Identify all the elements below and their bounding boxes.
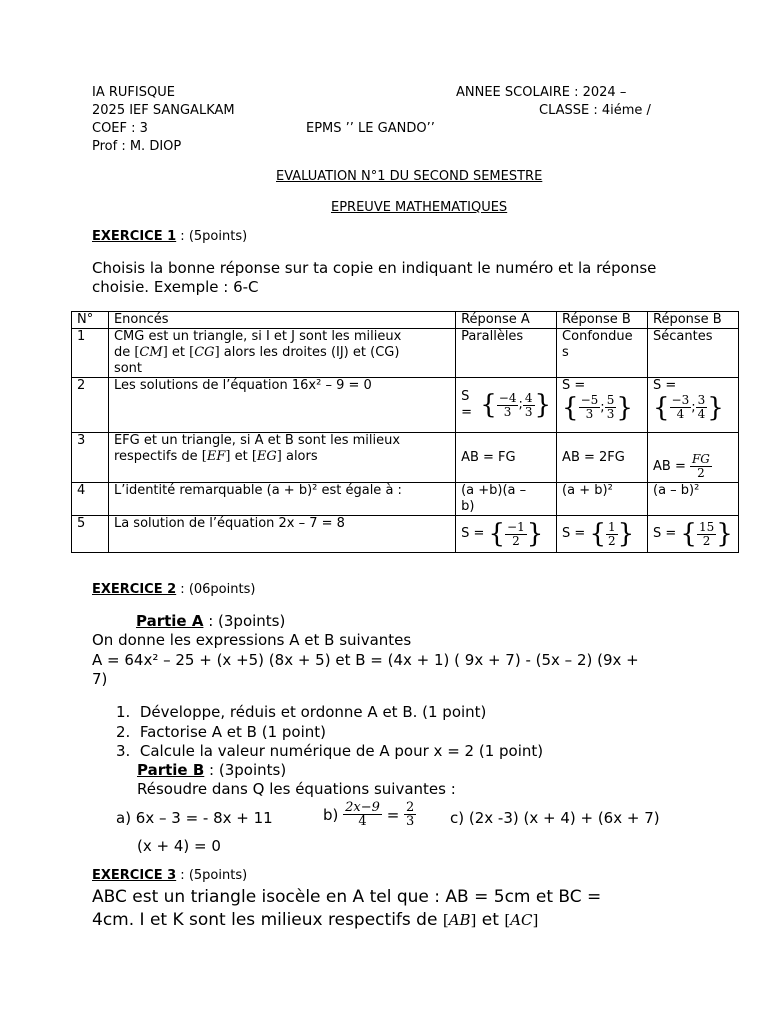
answer-b: S = { $\frac{-5}{3}$ ; $\frac{5}{3}$ } [557,378,648,433]
ex2-intro: On donne les expressions A et B suivantes [92,631,412,649]
header-annee: ANNEE SCOLAIRE : 2024 – [456,85,627,100]
header-cell: Enoncés [108,312,455,329]
header-ia: IA RUFISQUE [92,85,175,100]
partA-heading: Partie A : (3points) [136,612,286,630]
table-row [72,329,739,378]
row-statement: La solution de l’équation 2x – 7 = 8 [108,516,455,553]
answer-c: (a – b)² [648,483,739,516]
ex3-line-1: ABC est un triangle isocèle en A tel que : AB = 5cm et BC = [92,887,602,907]
table-row [72,516,739,553]
answer-b: AB = 2FG [557,433,648,483]
answer-c: S = { $\frac{-3}{4}$ ; $\frac{3}{4}$ } [648,378,739,433]
answer-a: S = { $\frac{-4}{3}$ ; $\frac{4}{3}$ } [456,378,557,433]
ex3-title: EXERCICE 3 [92,868,177,883]
list-item: 2. Factorise A et B (1 point) [116,722,326,741]
equation-c: c) (2x -3) (x + 4) + (6x + 7) [450,809,660,827]
table-row [72,483,739,516]
row-number: 4 [72,483,109,516]
header-coef: COEF : 3 [92,121,148,136]
header-prof: Prof : M. DIOP [92,139,182,154]
header-classe: CLASSE : 4iéme / [539,103,651,118]
header-school: EPMS ’’ LE GANDO’’ [306,121,435,136]
ex1-title: EXERCICE 1 [92,229,177,244]
answer-b: S = { $\frac{1}{2}$ } [557,516,648,553]
answer-b: (a + b)² [557,483,648,516]
ex2-title: EXERCICE 2 [92,582,177,597]
partA-questions [116,703,543,762]
partB-intro: Résoudre dans Q les équations suivantes : [137,780,456,798]
epreuve-title: EPREUVE MATHEMATIQUES [331,200,508,215]
row-number: 3 [72,433,109,483]
row-statement: EFG et un triangle, si A et B sont les milieux respectifs de [EF] et [EG] alors [108,433,455,483]
equation-c-2: (x + 4) = 0 [137,837,221,855]
row-statement: CMG est un triangle, si I et J sont les milieux de [CM] et [CG] alors les droites (IJ) et (CG) sont [108,329,455,378]
answer-c: S = { $\frac{15}{2}$ } [648,516,739,553]
header-cell: Réponse B [557,312,648,329]
row-statement: L’identité remarquable (a + b)² est égale à : [108,483,455,516]
ex1-instruction-2: choisie. Exemple : 6-C [92,278,259,296]
ex2-expression-2: 7) [92,670,108,688]
list-item: 1. Développe, réduis et ordonne A et B. (1 point) [116,703,487,721]
partB-heading: Partie B : (3points) [137,761,287,779]
answer-a: (a +b)(a – b) [456,483,557,516]
qcm-table [71,311,739,553]
answer-b: Confondue s [557,329,648,378]
ex2-expression: A = 64x² – 25 + (x +5) (8x + 5) et B = (4x + 1) ( 9x + 7) - (5x – 2) (9x + [92,651,639,669]
answer-a: S = { $\frac{-1}{2}$ } [456,516,557,553]
ex2-heading: EXERCICE 2 : (06points) [92,582,256,597]
equation-b: b) $\frac{2x-9}{4}$ = $\frac{2}{3}$ [323,800,415,829]
header-cell: Réponse B [648,312,739,329]
evaluation-title: EVALUATION N°1 DU SECOND SEMESTRE [276,169,543,184]
header-cell: N° [72,312,109,329]
row-number: 5 [72,516,109,553]
ex1-heading [92,229,247,244]
answer-c: Sécantes [648,329,739,378]
answer-a: Parallèles [456,329,557,378]
row-number: 1 [72,329,109,378]
table-row [72,433,739,483]
ex3-line-2: 4cm. I et K sont les milieux respectifs de [AB] et [AC] [92,910,539,930]
table-row [72,378,739,433]
table-header-row [72,312,739,329]
answer-c: AB = $\frac{FG}{2}$ [648,433,739,483]
answer-a: AB = FG [456,433,557,483]
ex1-instruction: Choisis la bonne réponse sur ta copie en indiquant le numéro et la réponse [92,259,657,277]
ex3-heading: EXERCICE 3 : (5points) [92,868,248,883]
header-cell: Réponse A [456,312,557,329]
row-number: 2 [72,378,109,433]
ex1-points: : (5points) [176,229,248,244]
row-statement: Les solutions de l’équation 16x² – 9 = 0 [108,378,455,433]
header-ief: 2025 IEF SANGALKAM [92,103,235,118]
equation-a: a) 6x – 3 = - 8x + 11 [116,809,273,827]
list-item: 3. Calcule la valeur numérique de A pour x = 2 (1 point) [116,742,544,760]
